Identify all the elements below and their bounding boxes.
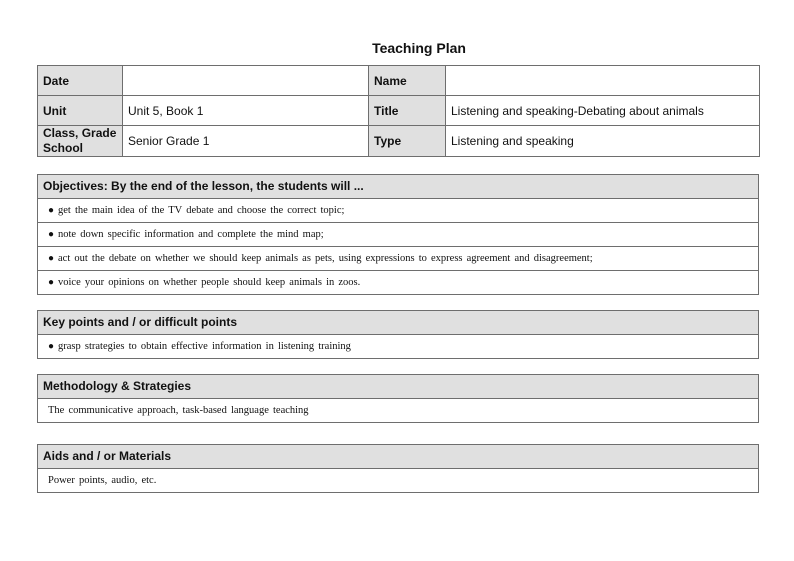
bullet-icon: ● [48, 229, 55, 240]
key-point-item [38, 335, 758, 358]
objectives-header: Objectives: By the end of the lesson, the students will ... [38, 175, 758, 199]
objective-text: get the main idea of the TV debate and choose the correct topic; [58, 205, 345, 216]
objectives-section [37, 174, 759, 295]
objective-item [38, 199, 758, 223]
info-row-class [38, 126, 760, 157]
bullet-icon: ● [48, 341, 55, 352]
info-row-unit [38, 96, 760, 126]
info-table [37, 65, 760, 157]
page-title: Teaching Plan [372, 40, 466, 56]
objective-item [38, 271, 758, 294]
objective-item [38, 223, 758, 247]
key-points-header: Key points and / or difficult points [38, 311, 758, 335]
title-label: Title [369, 96, 446, 126]
unit-value: Unit 5, Book 1 [123, 96, 369, 126]
date-label: Date [38, 66, 123, 96]
objective-text: act out the debate on whether we should keep animals as pets, using expressions to express agreement and disagreement; [58, 253, 593, 264]
objective-text: note down specific information and complete the mind map; [58, 229, 324, 240]
objective-text: voice your opinions on whether people should keep animals in zoos. [58, 277, 361, 288]
type-value: Listening and speaking [446, 126, 760, 157]
methodology-text: The communicative approach, task-based language teaching [48, 405, 309, 416]
aids-section [37, 444, 759, 493]
aids-header: Aids and / or Materials [38, 445, 758, 469]
key-points-section [37, 310, 759, 359]
objective-item [38, 247, 758, 271]
info-row-date [38, 66, 760, 96]
unit-label: Unit [38, 96, 123, 126]
type-label: Type [369, 126, 446, 157]
title-value: Listening and speaking-Debating about animals [446, 96, 760, 126]
methodology-section [37, 374, 759, 423]
methodology-header: Methodology & Strategies [38, 375, 758, 399]
name-value [446, 66, 760, 96]
aids-text: Power points, audio, etc. [48, 475, 157, 486]
bullet-icon: ● [48, 277, 55, 288]
class-value: Senior Grade 1 [123, 126, 369, 157]
date-value [123, 66, 369, 96]
bullet-icon: ● [48, 205, 55, 216]
bullet-icon: ● [48, 253, 55, 264]
name-label: Name [369, 66, 446, 96]
key-point-text: grasp strategies to obtain effective information in listening training [58, 341, 351, 352]
class-label: Class, Grade School [38, 126, 123, 157]
